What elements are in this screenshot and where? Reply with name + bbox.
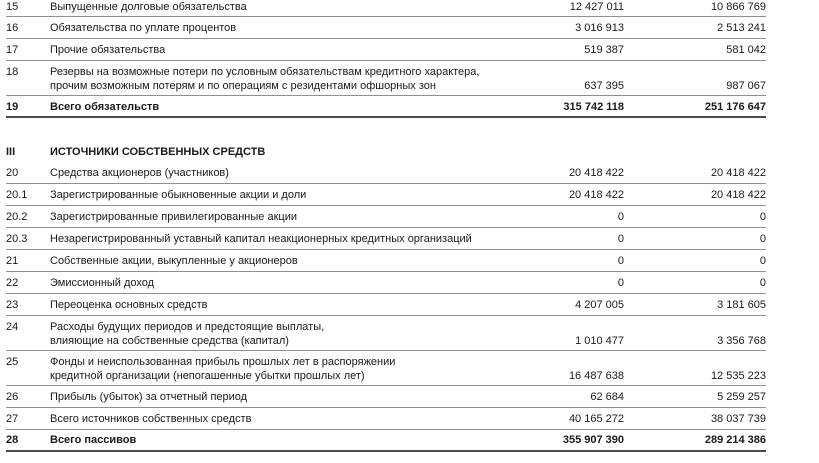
section-number: III <box>6 146 16 158</box>
value-current: 355 907 390 <box>562 434 624 446</box>
row-number: 15 <box>6 1 19 13</box>
value-current: 12 427 011 <box>569 1 624 13</box>
value-current: 4 207 005 <box>575 299 624 311</box>
row-label: Прочие обязательства <box>50 44 166 56</box>
value-previous: 0 <box>759 277 766 289</box>
row-number: 23 <box>6 299 19 311</box>
value-current: 20 418 422 <box>568 167 624 179</box>
value-current: 3 016 913 <box>575 22 624 34</box>
value-previous: 0 <box>759 233 766 245</box>
section-title: ИСТОЧНИКИ СОБСТВЕННЫХ СРЕДСТВ <box>50 146 266 158</box>
total-row <box>6 430 766 452</box>
row-number: 28 <box>6 434 19 446</box>
row-label: Резервы на возможные потери по условным обязательствам кредитного характера, <box>50 66 480 78</box>
row-label: Всего пассивов <box>50 434 137 446</box>
row-label: Всего обязательств <box>50 101 160 113</box>
row-label: Эмиссионный доход <box>50 277 155 289</box>
row-number: 20.1 <box>6 189 28 201</box>
value-current: 62 684 <box>590 391 624 403</box>
table-row <box>6 17 766 39</box>
value-current: 519 387 <box>584 44 624 56</box>
value-previous: 38 037 739 <box>710 413 766 425</box>
row-label: Прибыль (убыток) за отчетный период <box>50 391 248 403</box>
row-label-continuation: влияющие на собственные средства (капитал) <box>50 335 289 347</box>
row-label: Фонды и неиспользованная прибыль прошлых лет в распоряжении <box>50 356 396 368</box>
value-previous: 5 259 257 <box>717 391 766 403</box>
value-previous: 3 356 768 <box>717 335 766 347</box>
value-current: 0 <box>617 277 624 289</box>
row-label: Всего источников собственных средств <box>50 413 252 425</box>
row-number: 24 <box>6 321 19 333</box>
row-number: 27 <box>6 413 19 425</box>
table-row <box>6 250 766 272</box>
row-label-continuation: прочим возможным потерям и по операциям с резидентами офшорных зон <box>50 80 436 92</box>
table-row <box>6 206 766 228</box>
table-row <box>6 272 766 294</box>
value-previous: 0 <box>759 255 766 267</box>
row-number: 20.2 <box>6 211 28 223</box>
row-label: Зарегистрированные обыкновенные акции и доли <box>50 189 307 201</box>
value-current: 40 165 272 <box>568 413 624 425</box>
row-label-continuation: кредитной организации (непогашенные убытки прошлых лет) <box>50 370 365 382</box>
row-label: Выпущенные долговые обязательства <box>50 1 247 13</box>
table-row <box>6 351 766 386</box>
value-current: 0 <box>617 233 624 245</box>
value-previous: 12 535 223 <box>710 370 766 382</box>
value-previous: 289 214 386 <box>704 434 766 446</box>
value-previous: 581 042 <box>726 44 766 56</box>
table-row <box>6 162 766 184</box>
table-row <box>6 386 766 408</box>
row-label: Незарегистрированный уставный капитал неакционерных кредитных организаций <box>50 233 472 245</box>
value-current: 315 742 118 <box>563 101 624 113</box>
value-previous: 0 <box>759 211 766 223</box>
row-label: Расходы будущих периодов и предстоящие выплаты, <box>50 321 325 333</box>
value-current: 20 418 422 <box>568 189 624 201</box>
value-current: 0 <box>617 255 624 267</box>
table-row <box>6 0 766 17</box>
value-previous: 3 181 605 <box>717 299 766 311</box>
row-label: Зарегистрированные привилегированные акции <box>50 211 297 223</box>
row-number: 20 <box>6 167 19 179</box>
table-row <box>6 316 766 351</box>
value-current: 1 010 477 <box>575 335 624 347</box>
value-previous: 2 513 241 <box>717 22 766 34</box>
value-previous: 20 418 422 <box>710 189 766 201</box>
value-previous: 987 067 <box>726 80 766 92</box>
row-number: 20.3 <box>6 233 28 245</box>
table-row <box>6 228 766 250</box>
row-number: 16 <box>6 22 19 34</box>
value-previous: 251 176 647 <box>704 101 766 113</box>
row-number: 17 <box>6 44 19 56</box>
value-current: 637 395 <box>584 80 624 92</box>
row-label: Собственные акции, выкупленные у акционеров <box>50 255 298 267</box>
value-previous: 20 418 422 <box>710 167 766 179</box>
value-current: 16 487 638 <box>568 370 624 382</box>
value-current: 0 <box>617 211 624 223</box>
table-row <box>6 61 766 96</box>
row-number: 18 <box>6 66 19 78</box>
row-number: 21 <box>6 255 19 267</box>
row-number: 26 <box>6 391 19 403</box>
table-row <box>6 294 766 316</box>
total-row <box>6 96 766 118</box>
row-number: 25 <box>6 356 19 368</box>
row-label: Переоценка основных средств <box>50 299 208 311</box>
table-row <box>6 39 766 61</box>
value-previous: 10 866 769 <box>710 1 766 13</box>
row-number: 22 <box>6 277 19 289</box>
row-label: Средства акционеров (участников) <box>50 167 229 179</box>
row-number: 19 <box>6 101 19 113</box>
table-row <box>6 184 766 206</box>
table-row <box>6 408 766 430</box>
row-label: Обязательства по уплате процентов <box>50 22 237 34</box>
